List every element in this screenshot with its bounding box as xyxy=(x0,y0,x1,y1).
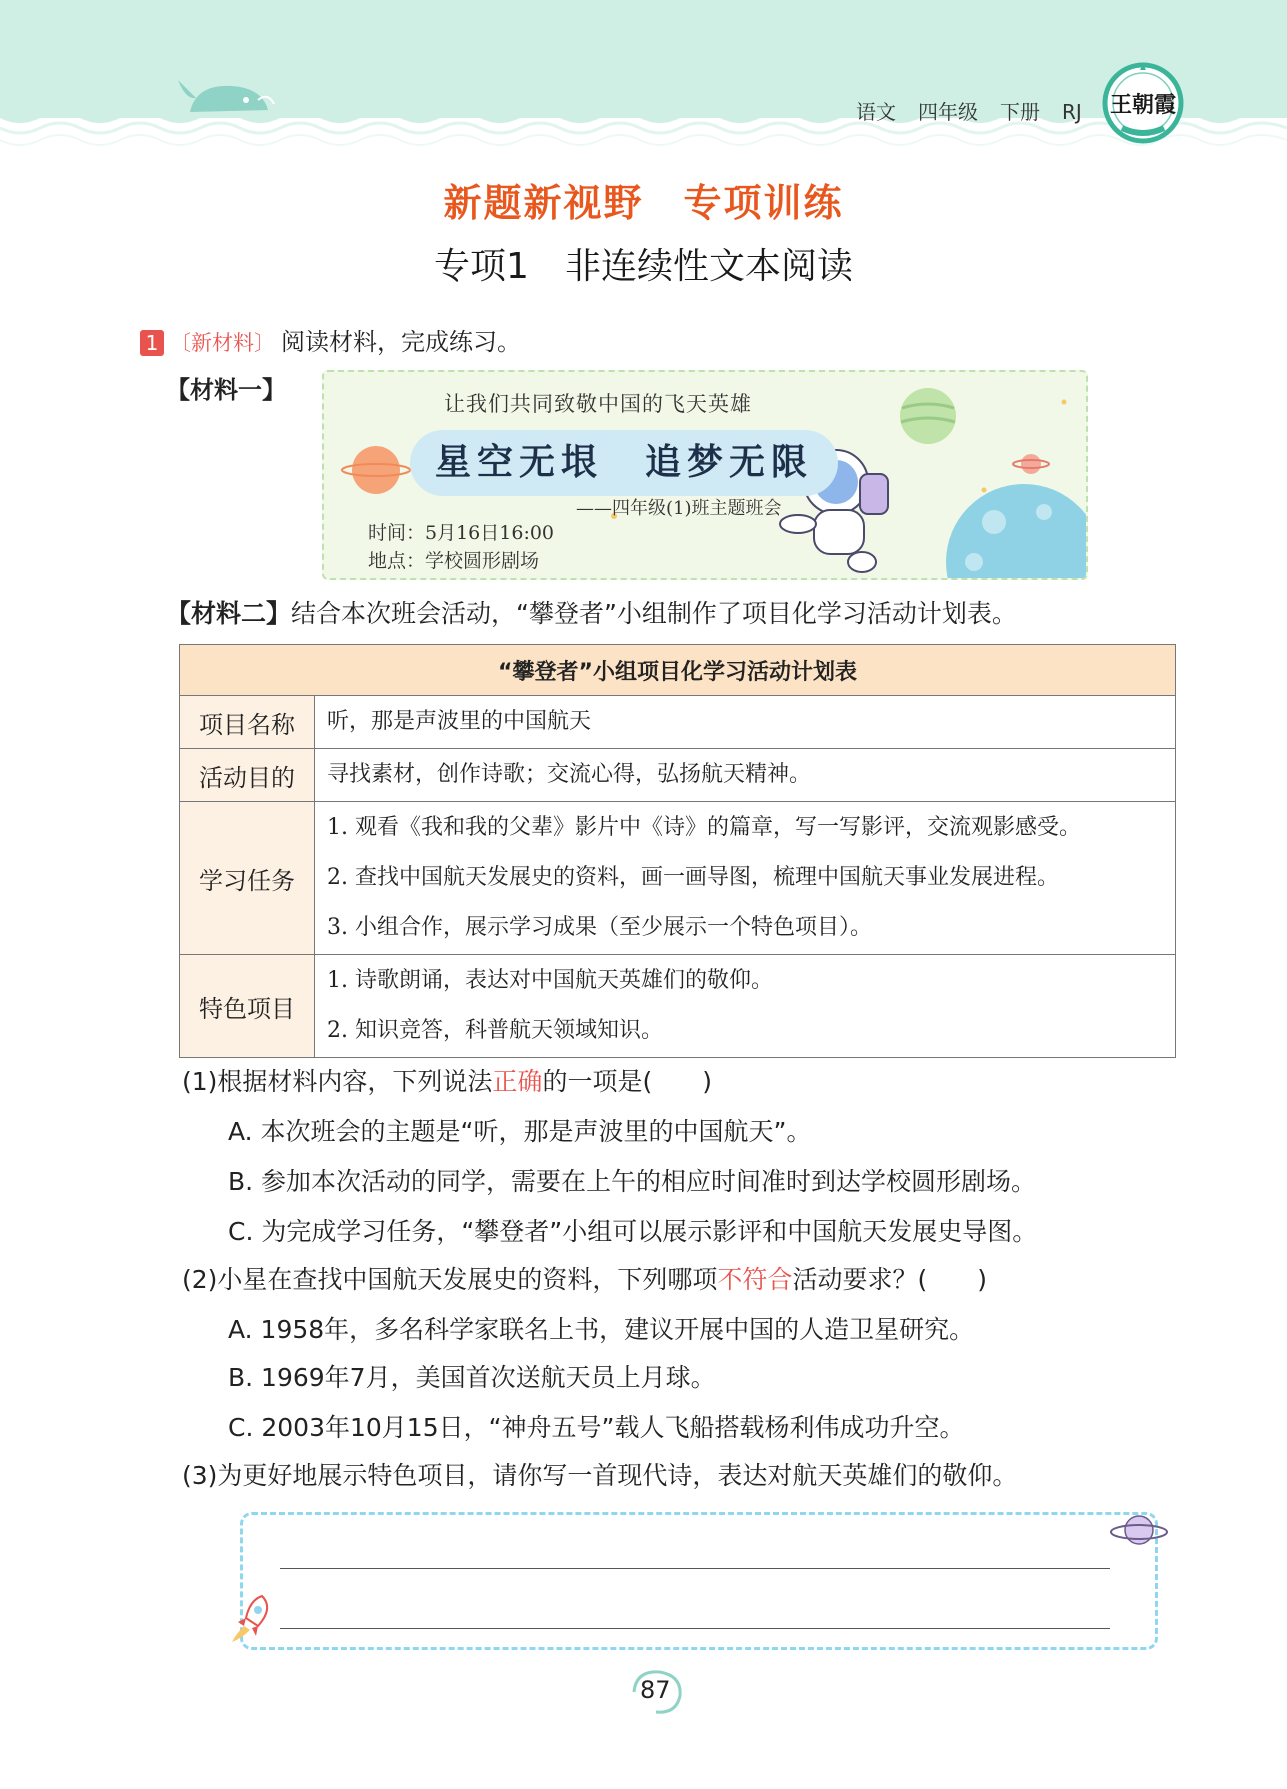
header-meta xyxy=(856,96,1104,125)
sub-question-1 xyxy=(182,1062,712,1098)
plan-table xyxy=(179,644,1176,1058)
poster-place: 地点：学校圆形剧场 xyxy=(368,550,540,572)
blue-moon-icon xyxy=(946,484,1086,578)
q2-option-b[interactable]: B. 1969年7月，美国首次送航天员上月球。 xyxy=(228,1363,716,1392)
row-item: 2. 查找中国航天发展史的资料，画一画导图，梳理中国航天事业发展进程。 xyxy=(327,865,1059,890)
material2-line xyxy=(166,594,1017,630)
row-label-project-name: 项目名称 xyxy=(180,696,315,749)
row-content-features xyxy=(315,955,1176,1058)
poster-subtitle: ——四年级(1)班主题班会 xyxy=(576,498,782,519)
row-content-project-name xyxy=(315,696,1176,749)
table-row xyxy=(180,749,1176,802)
row-content-purpose xyxy=(315,749,1176,802)
poster-heading: 让我们共同致敬中国的飞天英雄 xyxy=(444,392,752,416)
q2-highlight: 不符合 xyxy=(717,1265,793,1294)
row-item: 2. 知识竞答，科普航天领域知识。 xyxy=(327,1018,663,1043)
poster-time: 时间：5月16日16:00 xyxy=(368,522,555,544)
q1-option-a[interactable]: A. 本次班会的主题是“听，那是声波里的中国航天”。 xyxy=(228,1117,812,1146)
q1-option-c[interactable]: C. 为完成学习任务，“攀登者”小组可以展示影评和中国航天发展史导图。 xyxy=(228,1217,1038,1246)
ringed-planet-icon xyxy=(1108,1508,1170,1552)
material2-text: 结合本次班会活动，“攀登者”小组制作了项目化学习活动计划表。 xyxy=(291,599,1017,628)
row-label-features: 特色项目 xyxy=(180,955,315,1058)
q2-pre: (2)小星在查找中国航天发展史的资料，下列哪项 xyxy=(182,1265,718,1294)
header-subject: 语文 xyxy=(856,100,896,124)
header-wave-band xyxy=(0,0,1287,160)
sub-question-2 xyxy=(182,1260,987,1296)
page-number: 87 xyxy=(640,1676,671,1704)
brand-logo-text: 王朝霞 xyxy=(1109,92,1176,118)
header-edition: RJ xyxy=(1062,100,1082,124)
event-poster xyxy=(322,370,1088,580)
q2-option-c[interactable]: C. 2003年10月15日，“神舟五号”载人飞船搭载杨利伟成功升空。 xyxy=(228,1413,965,1442)
q1-highlight: 正确 xyxy=(492,1067,543,1096)
material1-label: 【材料一】 xyxy=(166,376,286,404)
poster-main-slogan: 星空无垠 追梦无限 xyxy=(434,441,813,483)
header-volume: 下册 xyxy=(1000,100,1040,124)
answer-box[interactable] xyxy=(240,1512,1158,1650)
question-heading xyxy=(140,322,521,357)
q1-option-b[interactable]: B. 参加本次活动的同学，需要在上午的相应时间准时到达学校圆形剧场。 xyxy=(228,1167,1037,1196)
question-tag: 〔新材料〕 xyxy=(170,331,275,355)
row-content-tasks xyxy=(315,802,1176,955)
rocket-icon xyxy=(228,1590,278,1646)
question-instruction: 阅读材料，完成练习。 xyxy=(281,328,521,356)
sub-question-3: (3)为更好地展示特色项目，请你写一首现代诗，表达对航天英雄们的敬仰。 xyxy=(182,1461,1018,1490)
small-planet-icon xyxy=(1013,454,1049,474)
plan-table-title: “攀登者”小组项目化学习活动计划表 xyxy=(180,645,1176,696)
orange-planet-icon xyxy=(342,446,410,494)
answer-line[interactable] xyxy=(280,1568,1110,1569)
q2-post: 活动要求？( ) xyxy=(792,1265,987,1294)
table-row xyxy=(180,955,1176,1058)
header-grade: 四年级 xyxy=(918,100,978,124)
q1-post: 的一项是( ) xyxy=(542,1067,712,1096)
question-number-badge: 1 xyxy=(140,330,164,356)
row-label-tasks: 学习任务 xyxy=(180,802,315,955)
row-label-purpose: 活动目的 xyxy=(180,749,315,802)
material2-label: 【材料二】 xyxy=(166,599,292,628)
row-item: 寻找素材，创作诗歌；交流心得，弘扬航天精神。 xyxy=(327,762,812,787)
answer-line[interactable] xyxy=(280,1628,1110,1629)
row-item: 1. 诗歌朗诵，表达对中国航天英雄们的敬仰。 xyxy=(327,968,773,993)
green-planet-icon xyxy=(900,388,956,444)
q2-option-a[interactable]: A. 1958年，多名科学家联名上书，建议开展中国的人造卫星研究。 xyxy=(228,1315,975,1344)
table-row xyxy=(180,696,1176,749)
row-item: 1. 观看《我和我的父辈》影片中《诗》的篇章，写一写影评，交流观影感受。 xyxy=(327,815,1081,840)
row-item: 听，那是声波里的中国航天 xyxy=(327,709,592,734)
page-subtitle: 专项1 非连续性文本阅读 xyxy=(434,246,853,287)
page-title: 新题新视野 专项训练 xyxy=(443,181,844,225)
row-item: 3. 小组合作，展示学习成果（至少展示一个特色项目）。 xyxy=(327,915,872,940)
q1-pre: (1)根据材料内容，下列说法 xyxy=(182,1067,493,1096)
table-row xyxy=(180,802,1176,955)
